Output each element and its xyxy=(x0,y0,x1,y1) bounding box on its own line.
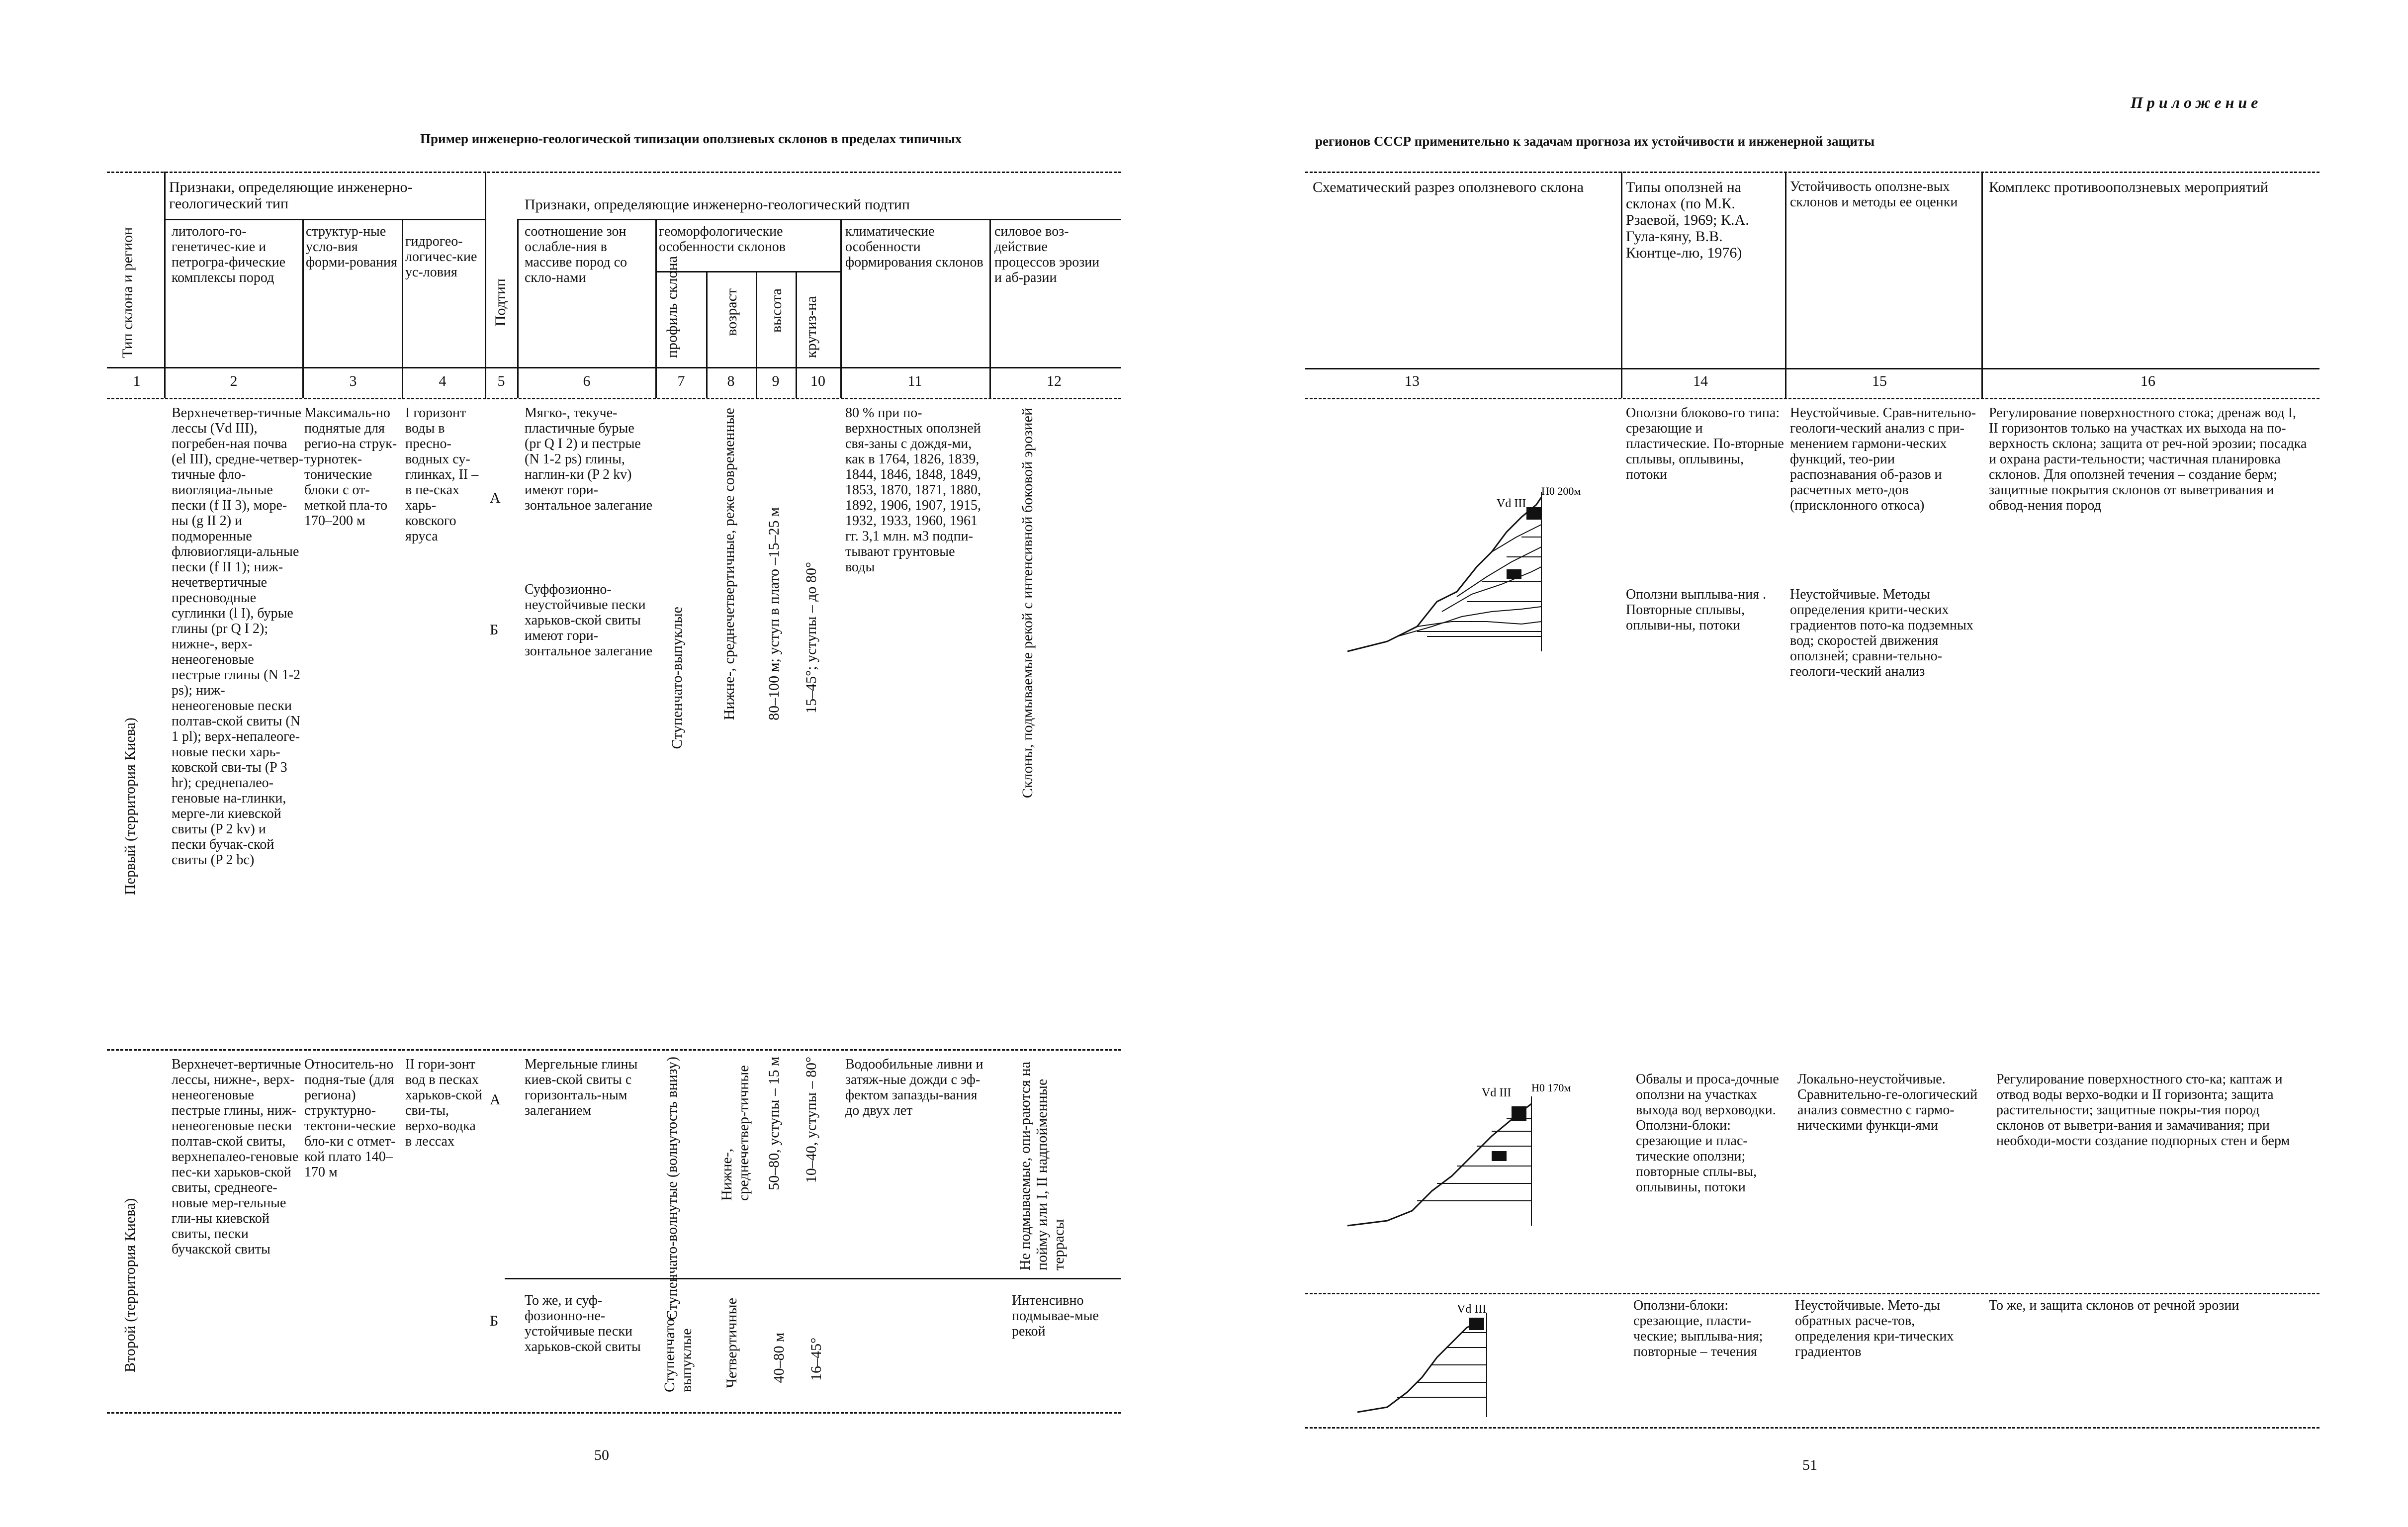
row2-landslide-types-a: Обвалы и проса-дочные оползни на участках выхода вод верховодки. Оползни-блоки: срезающие и плас-тические оползни; повторные сплы-вы, оплывины, потоки xyxy=(1636,1072,1779,1195)
col-num: 5 xyxy=(497,373,505,389)
header-group2: Признаки, определяющие инженерно-геологический подтип xyxy=(525,196,910,213)
row2-profile-a: Ступенчато-волнутые (волнутость внизу) xyxy=(664,1057,680,1320)
vline xyxy=(840,219,842,398)
col-num: 11 xyxy=(907,373,922,389)
vline xyxy=(485,172,486,398)
row1-height: 80–100 м; уступ в плато –15–25 м xyxy=(766,507,782,720)
slope-section-diagram-3 xyxy=(1342,1298,1541,1422)
col-num: 4 xyxy=(439,373,446,389)
row1-zones-b: Суффозионно-неустойчивые пески харьков-ской свиты имеют гори-зонтальное залегание xyxy=(525,582,653,659)
row2-subtype-b: Б xyxy=(490,1313,499,1329)
row2-profile-b: Ступенчато-выпуклые xyxy=(661,1313,695,1392)
row2-type: Второй (территория Киева) xyxy=(122,1198,138,1372)
vline xyxy=(1785,172,1786,398)
header-group1: Признаки, определяющие инженерно-геологический тип xyxy=(169,179,413,212)
row2-landslide-types-b: Оползни-блоки: срезающие, пласти-ческие; выплыва-ния; повторные – течения xyxy=(1633,1298,1763,1359)
row1-hydro: I горизонт воды в пресно-водных су-глинках, II – в пе-сках харь-ковского яруса xyxy=(405,405,479,544)
row1-subtype-a: А xyxy=(490,490,501,506)
header-c6: соотношение зон ослабле-ния в массиве пород со скло-нами xyxy=(525,224,627,285)
vline xyxy=(402,219,403,398)
header-c10: крутиз-на xyxy=(803,296,819,358)
row1-lithology: Верхнечетвер-тичные лессы (Vd III), погребен-ная почва (el III), средне-четвер-тичные фло-виогляциа-льные пески (f II 3), море-ны (g II 2) и подморенные флювиогляци-альные пески (f II 1); ниж-нечетвертичные пресноводные суглинки (l I), бурые глины (pr Q I 2); нижне-, верх-ненеогеновые пестрые глины (N 1-2 ps); ниж-ненеогеновые пески полтав-ской свиты (N 1 pl); верх-непалеоге-новые пески харь-ковской сви-ты (P 3 hr); среднепалео-геновые на-глинки, мерге-ли киевской свиты (P 2 kv) и пески бучак-ской свиты (P 2 bc) xyxy=(172,405,303,868)
diagram-label: Vd III xyxy=(1482,1086,1512,1099)
header-geo: геоморфологические особенности склонов xyxy=(659,224,786,255)
vline xyxy=(989,219,991,398)
vline xyxy=(1621,172,1622,398)
row1-stability-a: Неустойчивые. Срав-нительно-геологи-ческий анализ с при-менением гармони-ческих функций, тео-рии распознавания об-разов и расчетных мето-дов (присклонного откоса) xyxy=(1790,405,1976,513)
row-separator-right xyxy=(1305,1293,2319,1294)
row2-erosion-a: Не подмываемые, опи-раются на пойму или I, II надпойменные террасы xyxy=(1017,1062,1067,1270)
header-c14: Типы оползней на склонах (по М.К. Рзаевой, 1969; К.А. Гула-кяну, В.В. Кюнтце-лю, 1976) xyxy=(1626,179,1749,261)
header-c5: Подтип xyxy=(492,278,509,327)
diagram-label: Vd III xyxy=(1497,497,1526,510)
row1-profile: Ступенчато-выпуклые xyxy=(669,607,685,749)
caption-right: регионов СССР применительно к задачам прогноза их устойчивости и инженерной защиты xyxy=(1315,134,1875,149)
header-c13: Схематический разрез оползневого склона xyxy=(1313,179,1584,195)
row1-measures: Регулирование поверхностного стока; дренаж вод I, II горизонтов только на участках их выхода на по-верхность склона; защита от реч-ной эрозии; посадка и охрана расти-тельности; частичная планировка склонов. Для оползней течения – создание берм; защитные покрытия склонов от выветривания и обвод-нения пород xyxy=(1989,405,2307,513)
row2-zones-a: Мергельные глины киев-ской свиты с горизонталь-ным залеганием xyxy=(525,1057,638,1118)
header-c3: структур-ные усло-вия форми-рования xyxy=(306,224,397,270)
row2-hydro: II гори-зонт вод в песках харьков-ской сви-ты, верхо-водка в лессах xyxy=(405,1057,483,1149)
row2-subtype-a: А xyxy=(490,1091,501,1108)
table-top-rule-right xyxy=(1305,172,2319,173)
col-num: 9 xyxy=(772,373,780,389)
vline xyxy=(302,219,304,398)
header-c11: климатические особенности формирования склонов xyxy=(845,224,983,270)
row2-steepness-b: 16–45° xyxy=(808,1338,824,1381)
row2-stability-b: Неустойчивые. Мето-ды обратных расче-тов, определения кри-тических градиентов xyxy=(1795,1298,1954,1359)
col-num: 8 xyxy=(727,373,735,389)
row1-erosion: Склоны, подмываемые рекой с интенсивной боковой эрозией xyxy=(1019,408,1036,799)
col-num: 2 xyxy=(230,373,238,389)
col-num: 13 xyxy=(1405,373,1420,389)
col-num: 6 xyxy=(583,373,591,389)
header-type-region: Тип склона и регион xyxy=(119,227,136,358)
row1-zones-a: Мягко-, текуче-пластичные бурые (pr Q I 2) и пестрые (N 1-2 ps) глины, наглин-ки (P 2 kv) имеют гори-зонтальное залегание xyxy=(525,405,653,513)
header-c8: возраст xyxy=(723,288,740,336)
row1-stability-b: Неустойчивые. Методы определения крити-ческих градиентов пото-ка подземных вод; скоростей движения оползней; сравни-тельно-геологи-ческий анализ xyxy=(1790,587,1973,679)
diagram-label: H0 200м xyxy=(1541,485,1581,497)
row1-structure: Максималь-но поднятые для регио-на струк-турнотек-тонические блоки с от-меткой пла-то 170–200 м xyxy=(304,405,397,529)
col-num: 7 xyxy=(677,373,685,389)
appendix-label: Приложение xyxy=(2131,93,2262,111)
row-separator xyxy=(107,1049,1121,1051)
header-c2: литолого-го-генетичес-кие и петрогра-фические комплексы пород xyxy=(172,224,286,285)
col-num: 10 xyxy=(810,373,825,389)
row1-landslide-types-a: Оползни блоково-го типа: срезающие и пластические. По-вторные сплывы, оплывины, потоки xyxy=(1626,405,1784,482)
hline xyxy=(164,219,485,220)
col-num: 15 xyxy=(1872,373,1887,389)
header-c7: профиль склона xyxy=(664,256,680,358)
page-number-left: 50 xyxy=(594,1447,609,1463)
row2-climate: Водообильные ливни и затяж-ные дожди с эф-фектом запазды-вания до двух лет xyxy=(845,1057,983,1118)
header-c4: гидрогео-логичес-кие ус-ловия xyxy=(405,234,477,280)
row2-age-b: Четвертичные xyxy=(723,1298,740,1388)
diagram-label: H0 170м xyxy=(1531,1081,1571,1094)
slope-section-diagram-2 xyxy=(1342,1077,1576,1241)
row2-steepness-a: 10–40, уступы – 80° xyxy=(803,1057,819,1183)
slope-section-diagram-1 xyxy=(1342,477,1581,666)
row2-measures-b: То же, и защита склонов от речной эрозии xyxy=(1989,1298,2239,1313)
row2-structure: Относитель-но подня-тые (для региона) структурно-тектони-ческие бло-ки с отмет-кой плато 140–170 м xyxy=(304,1057,396,1180)
header-c15: Устойчивость оползне-вых склонов и методы ее оценки xyxy=(1790,179,1958,210)
page-number-right: 51 xyxy=(1802,1457,1817,1473)
row1-climate: 80 % при по-верхностных оползней свя-заны с дождя-ми, как в 1764, 1826, 1839, 1844, 1846, 1848, 1849, 1853, 1870, 1871, 1880, 1892, 1906, 1907, 1915, 1932, 1933, 1960, 1961 гг. 3,1 млн. м3 подпи-тывают грунтовые воды xyxy=(845,405,981,575)
row1-landslide-types-b: Оползни выплыва-ния . Повторные сплывы, оплыви-ны, потоки xyxy=(1626,587,1767,633)
row2-erosion-b: Интенсивно подмывае-мые рекой xyxy=(1012,1293,1099,1339)
col-num: 1 xyxy=(133,373,141,389)
row1-type: Первый (территория Киева) xyxy=(122,718,138,895)
vline xyxy=(655,219,657,398)
table-bottom-rule xyxy=(107,1412,1121,1414)
col-num: 16 xyxy=(2140,373,2155,389)
col-num: 12 xyxy=(1047,373,1062,389)
row2-height-b: 40–80 м xyxy=(771,1333,787,1383)
row2-height-a: 50–80, уступы – 15 м xyxy=(766,1057,782,1190)
table-top-rule xyxy=(107,172,1121,173)
caption-left: Пример инженерно-геологической типизации оползневых склонов в пределах типичных xyxy=(420,131,962,146)
col-num: 14 xyxy=(1693,373,1708,389)
table-bottom-rule-right xyxy=(1305,1427,2319,1429)
header-bottom-rule-right xyxy=(1305,368,2319,369)
numbers-rule-right xyxy=(1305,398,2319,399)
row2-lithology: Верхнечет-вертичные лессы, нижне-, верх-ненеогеновые пестрые глины, ниж-ненеогеновые пески полтав-ской свиты, верхнепалео-геновые пес-ки харьков-ской свиты, среднеоге-новые мер-гельные гли-ны киевской свиты, пески бучакской свиты xyxy=(172,1057,301,1257)
header-bottom-rule xyxy=(107,367,1121,368)
vline xyxy=(164,172,166,398)
subtype-rule xyxy=(505,1278,1121,1279)
row2-stability-a: Локально-неустойчивые. Сравнительно-ге-ологический анализ совместно с гармо-ническими функци-ями xyxy=(1797,1072,1978,1133)
vline xyxy=(1981,172,1983,398)
hline xyxy=(517,219,1121,220)
row2-age-a: Нижне-, среднечетвер-тичные xyxy=(718,1065,752,1201)
row1-steepness: 15–45°; уступы – до 80° xyxy=(803,562,819,714)
hline xyxy=(655,271,840,272)
vline xyxy=(517,219,519,398)
header-c9: высота xyxy=(768,288,785,333)
header-c16: Комплекс противооползневых мероприятий xyxy=(1989,179,2268,195)
row1-subtype-b: Б xyxy=(490,622,499,638)
diagram-label: Vd III xyxy=(1457,1303,1487,1316)
row2-zones-b: То же, и суф-фозионно-не-устойчивые пески харьков-ской свиты xyxy=(525,1293,641,1354)
header-c12: силовое воз-действие процессов эрозии и аб-разии xyxy=(994,224,1100,285)
row1-age: Нижне-, среднечетвертичные, реже современные xyxy=(721,408,737,720)
row2-measures-a: Регулирование поверхностного сто-ка; каптаж и отвод воды верхо-водки и II горизонта; защита растительности; защитные покры-тия пород склонов от выветри-вания и замачивания; при необходи-мости создание подпорных стен и берм xyxy=(1996,1072,2290,1149)
col-num: 3 xyxy=(349,373,357,389)
numbers-rule xyxy=(107,398,1121,399)
